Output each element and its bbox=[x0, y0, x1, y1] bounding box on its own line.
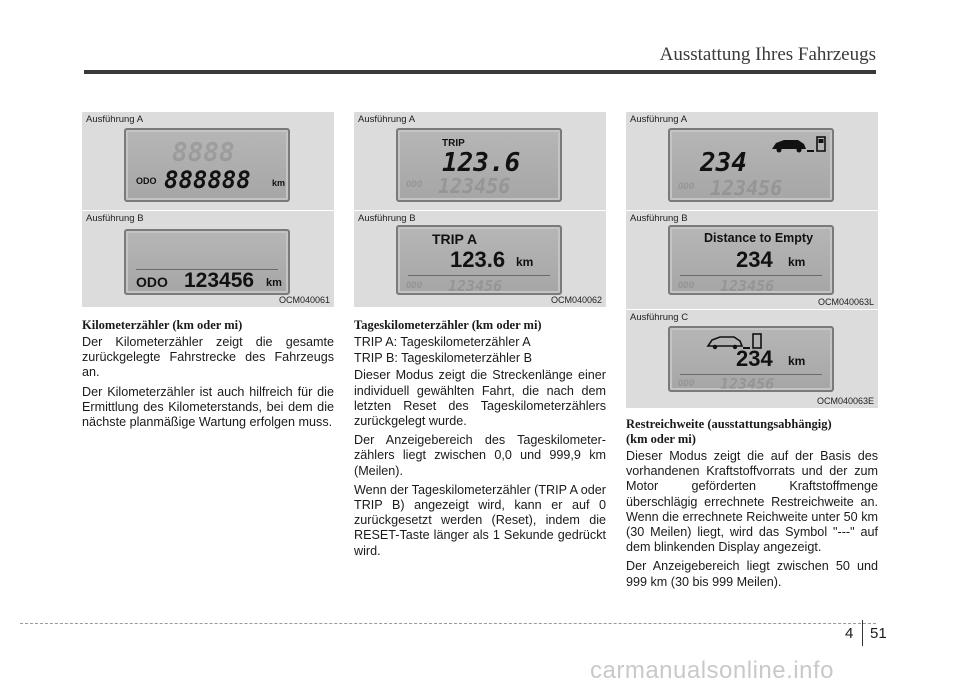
variant-label: Ausführung B bbox=[358, 213, 416, 224]
odometer-value: 123456 bbox=[184, 269, 255, 292]
odo-ghost-label: ODO bbox=[406, 180, 423, 190]
trip-a-line: TRIP A: Tageskilometerzähler A bbox=[354, 335, 531, 349]
section-heading-line: (km oder mi) bbox=[626, 432, 696, 446]
column-odometer bbox=[82, 112, 334, 434]
dte-value: 234 bbox=[700, 148, 747, 178]
variant-label: Ausführung A bbox=[630, 114, 688, 125]
paragraph: Dieser Modus zeigt die auf der Basis des vorhandenen Kraftstoffvorrats und der zum Motor geförderten Kraftstoffmenge überschlägig errechnete Restreichweite an. Wenn die errechnete Reichweite unter 50 km (30 Meilen) liegt, wird das Symbol "---" auf dem blinkenden Display angezeigt. bbox=[626, 449, 878, 555]
figure-trip-variant-a bbox=[354, 112, 606, 211]
unit-label: km bbox=[788, 354, 806, 368]
odo-label: ODO bbox=[136, 274, 168, 290]
trip-label: TRIP A bbox=[432, 231, 478, 247]
odo-ghost-digits: 123456 bbox=[438, 174, 511, 198]
paragraph: Der Anzeigebereich des Tageskilometer-zählers liegt zwischen 0,0 und 999,9 km (Meilen). bbox=[354, 433, 606, 478]
footer-rule bbox=[20, 623, 876, 624]
section-heading: Tageskilometerzähler (km oder mi) bbox=[354, 318, 542, 332]
paragraph: Der Anzeigebereich liegt zwischen 50 und 999 km (30 bis 999 Meilen). bbox=[626, 559, 878, 589]
unit-label: km bbox=[272, 178, 286, 188]
odo-ghost-digits: 123456 bbox=[720, 375, 775, 392]
trip-label: TRIP bbox=[442, 138, 465, 149]
odo-label: ODO bbox=[136, 176, 157, 186]
section-heading bbox=[626, 417, 878, 447]
figure-code: OCM040063L bbox=[817, 297, 874, 307]
lcd-display bbox=[124, 229, 290, 295]
unit-label: km bbox=[516, 255, 534, 269]
figure-dte-variant-a bbox=[626, 112, 878, 211]
variant-label: Ausführung B bbox=[86, 213, 144, 224]
lcd-display bbox=[124, 128, 290, 202]
odo-ghost-digits: 123456 bbox=[710, 176, 783, 200]
car-fuel-icon bbox=[770, 134, 828, 156]
figure-odometer-variant-b bbox=[82, 211, 334, 308]
unit-label: km bbox=[788, 255, 806, 269]
figure-code: OCM040063E bbox=[816, 396, 874, 406]
variant-label: Ausführung C bbox=[630, 312, 689, 323]
lcd-display bbox=[396, 225, 562, 295]
watermark: carmanualsonline.info bbox=[590, 657, 834, 684]
variant-label: Ausführung A bbox=[86, 114, 144, 125]
dte-value: 234 bbox=[736, 346, 773, 371]
paragraph: Dieser Modus zeigt die Streckenlänge einer individuell gewählten Fahrt, die nach dem letzten Reset des Tageskilometerzählers zurückgelegt wurde. bbox=[354, 368, 606, 429]
odo-ghost-digits: 123456 bbox=[720, 277, 775, 295]
paragraph: Der Kilometerzähler zeigt die gesamte zurückgelegte Fahrstrecke des Fahrzeugs an. bbox=[82, 335, 334, 380]
odometer-value: 888888 bbox=[164, 166, 251, 194]
figure-code: OCM040062 bbox=[550, 295, 602, 305]
lcd-divider bbox=[680, 275, 822, 276]
odo-ghost-label: ODO bbox=[678, 182, 695, 192]
dte-title: Distance to Empty bbox=[704, 231, 814, 245]
lcd-display bbox=[396, 128, 562, 202]
trip-value: 123.6 bbox=[442, 148, 521, 178]
variant-label: Ausführung A bbox=[358, 114, 416, 125]
lcd-display bbox=[668, 128, 834, 202]
paragraph: Wenn der Tageskilometerzähler (TRIP A oder TRIP B) angezeigt wird, kann er auf 0 zurückgesetzt werden (Reset), indem die RESET-Taste länger als 1 Sekunde gedrückt wird. bbox=[354, 482, 607, 558]
column-distance-to-empty bbox=[626, 112, 878, 594]
column-trip-meter bbox=[354, 112, 606, 563]
figure-dte-variant-b bbox=[626, 211, 878, 310]
lcd-ghost-digits: 8888 bbox=[172, 138, 235, 168]
page-number-separator bbox=[862, 620, 863, 646]
odo-ghost-digits: 123456 bbox=[448, 277, 503, 295]
figure-trip-variant-b bbox=[354, 211, 606, 308]
odo-ghost-label: ODO bbox=[678, 379, 695, 389]
section-heading-line: Restreichweite (ausstattungsabhängig) bbox=[626, 417, 832, 431]
header-rule bbox=[84, 70, 876, 74]
variant-label: Ausführung B bbox=[630, 213, 688, 224]
chapter-number: 4 bbox=[845, 625, 854, 642]
dte-value: 234 bbox=[736, 247, 773, 272]
page-header-title: Ausstattung Ihres Fahrzeugs bbox=[659, 44, 876, 65]
figure-odometer-variant-a bbox=[82, 112, 334, 211]
paragraph: Der Kilometerzähler ist auch hilfreich für die Ermittlung des Kilometerstands, bei dem die nächste planmäßige Wartung erfolgen muss. bbox=[82, 384, 334, 430]
odo-ghost-label: ODO bbox=[406, 281, 423, 291]
lcd-display bbox=[668, 326, 834, 392]
trip-value: 123.6 bbox=[450, 247, 506, 272]
odo-ghost-label: ODO bbox=[678, 281, 695, 291]
lcd-divider bbox=[408, 275, 550, 276]
unit-label: km bbox=[266, 277, 282, 289]
page-number: 51 bbox=[870, 625, 887, 642]
section-heading: Kilometerzähler (km oder mi) bbox=[82, 318, 243, 332]
lcd-display bbox=[668, 225, 834, 295]
trip-b-line: TRIP B: Tageskilometerzähler B bbox=[354, 351, 533, 366]
figure-dte-variant-c bbox=[626, 310, 878, 409]
figure-code: OCM040061 bbox=[278, 295, 330, 305]
